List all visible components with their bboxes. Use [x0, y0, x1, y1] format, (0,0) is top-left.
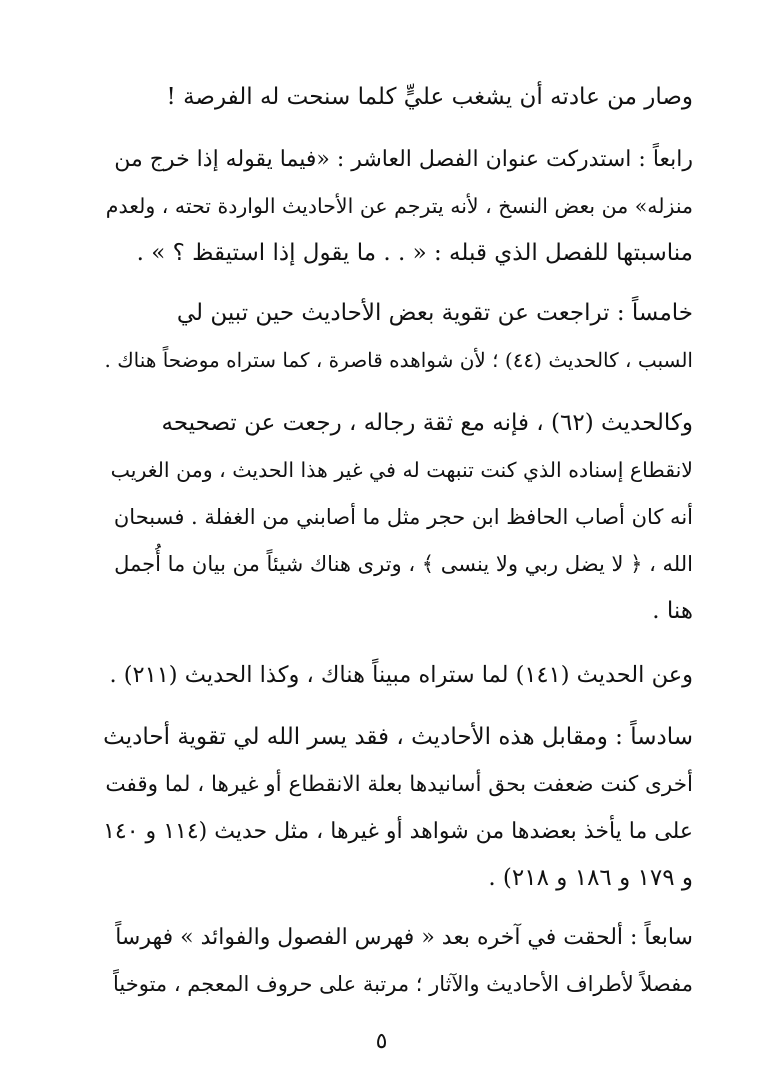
text-line: رابعاً : استدركت عنوان الفصل العاشر : «فيما يقوله إذا خرج من — [114, 147, 693, 172]
paragraph-seventh — [103, 914, 693, 1008]
text-line: مناسبتها للفصل الذي قبله : « . . ما يقول إذا استيقظ ؟ » . — [136, 240, 693, 266]
text-line: سابعاً : ألحقت في آخره بعد « فهرس الفصول والفوائد » فهرساً — [115, 925, 693, 950]
text-line: و ١٧٩ و ١٨٦ و ٢١٨) . — [488, 865, 693, 891]
text-line: الله ، ﴿ لا يضل ربي ولا ينسى ﴾ ، وترى هناك شيئاً من بيان ما أُجمل — [114, 552, 693, 576]
text-line: السبب ، كالحديث (٤٤) ؛ لأن شواهده قاصرة ، كما ستراه موضحاً هناك . — [104, 348, 693, 372]
text-line: هنا . — [652, 598, 693, 624]
text-line: لانقطاع إسناده الذي كنت تنبهت له في غير هذا الحديث ، ومن الغريب — [110, 458, 693, 482]
text-line: مفصلاً لأطراف الأحاديث والآثار ؛ مرتبة على حروف المعجم ، متوخياً — [113, 972, 693, 996]
text-line: أنه كان أصاب الحافظ ابن حجر مثل ما أصابني من الغفلة . فسبحان — [113, 505, 693, 529]
page-number: ٥ — [375, 1029, 388, 1054]
text-line: وكالحديث (٦٢) ، فإنه مع ثقة رجاله ، رجعت عن تصحيحه — [161, 410, 693, 436]
paragraph-fifth — [103, 290, 693, 384]
paragraph-intro — [103, 74, 693, 121]
paragraph-hadith-141 — [103, 652, 693, 699]
text-line: سادساً : ومقابل هذه الأحاديث ، فقد يسر الله لي تقوية أحاديث — [103, 724, 693, 750]
text-line: وعن الحديث (١٤١) لما ستراه مبيناً هناك ، وكذا الحديث (٢١١) . — [109, 662, 693, 688]
paragraph-sixth — [103, 714, 693, 902]
paragraph-hadith-62 — [103, 400, 693, 635]
text-line: أخرى كنت ضعفت بحق أسانيدها بعلة الانقطاع أو غيرها ، لما وقفت — [105, 772, 693, 797]
text-line: خامساً : تراجعت عن تقوية بعض الأحاديث حين تبين لي — [176, 300, 693, 326]
text-line: على ما يأخذ بعضدها من شواهد أو غيرها ، مثل حديث (١١٤ و ١٤٠ — [103, 819, 693, 844]
text-line: وصار من عادته أن يشغب عليٍّ كلما سنحت له الفرصة ! — [166, 84, 693, 110]
text-line: منزله» من بعض النسخ ، لأنه يترجم عن الأحاديث الواردة تحته ، ولعدم — [105, 194, 693, 218]
paragraph-fourth — [103, 136, 693, 277]
